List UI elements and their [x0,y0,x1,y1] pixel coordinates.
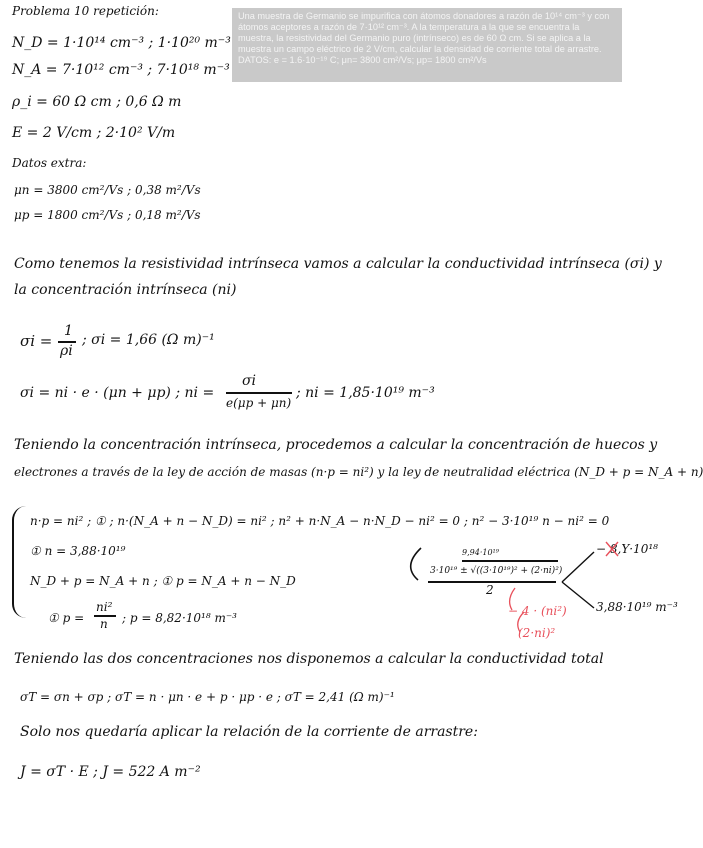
system-eq-4a: ① p = [48,611,85,625]
branch-line-lower [562,582,594,608]
statement-datos: DATOS: e = 1.6·10⁻¹⁹ C; μn= 3800 cm²/Vs; μp= 1800 cm²/Vs [238,55,487,65]
branch-line-upper [562,552,594,582]
system-eq-2: ① n = 3,88·10¹⁹ [30,544,126,558]
note-line-1: Como tenemos la resistividad intrínseca vamos a calcular la conductividad intrínseca (σi) y [14,256,662,272]
note-line-2: la concentración intrínseca (ni) [14,282,237,298]
final-current-density: J = σT · E ; J = 522 A m⁻² [20,764,201,780]
given-mup: μp = 1800 cm²/Vs ; 0,18 m²/Vs [14,208,201,222]
quad-root-1: − 8,Y·10¹⁸ [596,542,658,556]
system-eq-1: n·p = ni² ; ① ; n·(N_A + n − N_D) = ni² ; n² + n·N_A − n·N_D − ni² = 0 ; n² − 3·10¹⁹ n − ni² = 0 [30,514,610,528]
system-eq-4b: ; p = 8,82·10¹⁸ m⁻³ [122,611,237,625]
system-eq-4-numerator: ni² [96,600,113,614]
given-nd: N_D = 1·10¹⁴ cm⁻³ ; 1·10²⁰ m⁻³ [12,35,231,51]
sigma-result: ; σi = 1,66 (Ω m)⁻¹ [82,332,215,348]
red-arrow-1 [510,588,515,610]
note-line-4: electrones a través de la ley de acción de masas (n·p = ni²) y la ley de neutralidad eléctrica (N_D + p = N_A + n) [14,465,703,479]
quad-denominator: 2 [486,583,494,597]
red-cross-mark [606,542,618,556]
quad-root-2: 3,88·10¹⁹ m⁻³ [596,600,678,614]
sigma-denominator: ρi [60,343,73,359]
problem-title: Problema 10 repetición: [12,4,159,18]
red-annotation-1: − 4 · (ni²) [508,604,567,618]
given-na: N_A = 7·10¹² cm⁻³ ; 7·10¹⁸ m⁻³ [12,62,230,78]
note-line-5: Teniendo las dos concentraciones nos disponemos a calcular la conductividad total [14,651,604,667]
extra-label: Datos extra: [12,156,87,170]
system-eq-4-denominator: n [100,617,108,631]
given-mun: μn = 3800 cm²/Vs ; 0,38 m²/Vs [14,183,201,197]
quad-top-value: 9,94·10¹⁹ [462,548,499,557]
sigma-numerator: 1 [64,323,73,339]
given-rho: ρ_i = 60 Ω cm ; 0,6 Ω m [12,94,182,110]
quad-numerator: 3·10¹⁹ ± √((3·10¹⁹)² + (2·ni)²) [430,566,563,576]
red-arrow-2 [518,612,524,632]
system-eq-3: N_D + p = N_A + n ; ① p = N_A + n − N_D [30,574,296,588]
note-line-3: Teniendo la concentración intrínseca, procedemos a calcular la concentración de huecos y [14,437,658,453]
curved-arrow [411,548,421,580]
given-e-field: E = 2 V/cm ; 2·10² V/m [12,125,176,141]
statement-text: Una muestra de Germanio se impurifica con átomos donadores a razón de 10¹⁴ cm⁻³ y con átomos aceptores a razón de 7·10¹² cm⁻³. A la temperatura a la que se encuentra la muestra, la resistividad del Germanio puro (intrínseco) es de 60 Ω cm. Si se aplica a la muestra un campo eléctrico de 2 V/cm, calcular la densidad de corriente total de arrastre. [238,11,610,54]
sigma2-numerator: σi [242,373,257,389]
sigma2-denominator: e(μp + μn) [226,396,292,410]
sigma2-lhs: σi = ni · e · (μn + μp) ; ni = [20,385,215,401]
total-conductivity: σT = σn + σp ; σT = n · μn · e + p · μp · e ; σT = 2,41 (Ω m)⁻¹ [20,690,395,704]
sigma2-result: ; ni = 1,85·10¹⁹ m⁻³ [296,385,435,401]
note-line-6: Solo nos quedaría aplicar la relación de la corriente de arrastre: [20,724,478,740]
sigma-lhs: σi = [20,332,53,350]
red-annotation-2: (2·ni)² [518,626,556,640]
